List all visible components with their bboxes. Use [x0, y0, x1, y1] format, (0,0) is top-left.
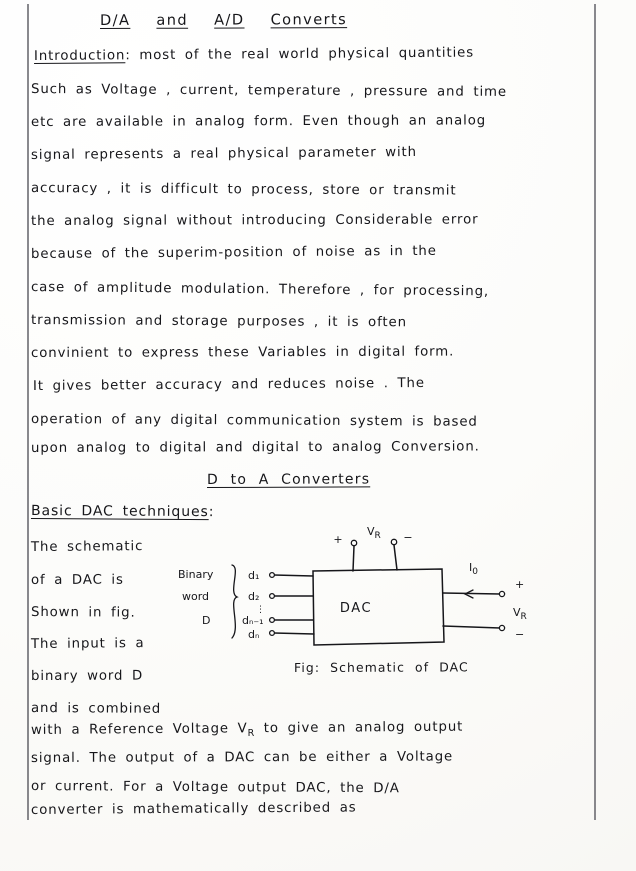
tail-line-1-sub: R [247, 727, 256, 739]
tail-line-2: signal. The output of a DAC can be either a Voltage [30, 749, 454, 766]
supply-minus-terminal [391, 539, 396, 544]
output-minus-terminal [499, 625, 504, 630]
body-line-13: upon analog to digital and digital to analog Conversion. [30, 439, 480, 456]
supply-voltage-label: $V_R$ [367, 525, 381, 541]
dac-block-outline [313, 569, 444, 645]
body-line-11: It gives better accuracy and reduces noise . The [32, 375, 425, 394]
body-line-4: signal represents a real physical parameter with [30, 144, 418, 163]
introduction-label: Introduction [33, 48, 126, 64]
body-line-9: transmission and storage purposes , it is often [30, 313, 408, 331]
body-line-5: accuracy , it is difficult to process, store or transmit [30, 181, 457, 199]
section-heading-d-to-a [207, 471, 370, 488]
input-pin-label-dn: dₙ [248, 628, 260, 641]
output-current-label: $I_0$ [469, 561, 478, 577]
right-margin-rule [594, 4, 596, 820]
figure-caption: Fig: Schematic of DAC [293, 659, 469, 675]
binary-word-label-line2: word [182, 590, 210, 603]
supply-plus-sign: + [333, 533, 343, 546]
binary-word-label-line1: Binary [178, 568, 214, 581]
left-col-line-4: The input is a [30, 636, 145, 652]
body-line-8: case of amplitude modulation. Therefore , for processing, [30, 280, 490, 300]
left-margin-rule [27, 4, 29, 820]
input-terminal-dn [270, 631, 275, 636]
output-minus-sign: − [515, 628, 525, 641]
input-terminal-d1 [270, 573, 275, 578]
subsection-basic-dac-label: Basic DAC techniques [30, 503, 209, 521]
tail-line-1-b: to give an analog output [255, 719, 464, 737]
body-line-3: etc are available in analog form. Even though an analog [30, 113, 487, 130]
supply-plus-terminal [351, 540, 356, 545]
body-line-6: the analog signal without introducing Considerable error [30, 212, 479, 229]
supply-minus-sign: − [403, 531, 413, 544]
binary-word-label-line3: D [202, 614, 211, 627]
left-col-line-1: The schematic [30, 539, 144, 555]
input-terminal-d2 [270, 594, 275, 599]
dac-schematic-figure [170, 520, 600, 670]
title-part-and: and [156, 11, 189, 29]
title-part-da: D/A [99, 11, 131, 29]
body-line-12: operation of any digital communication system is based [30, 412, 478, 430]
input-pin-label-d2: d₂ [248, 590, 260, 603]
body-line-2: Such as Voltage , current, temperature , pressure and time [30, 82, 508, 100]
input-pin-label-dn-1: dₙ₋₁ [242, 614, 264, 627]
body-line-10: convinient to express these Variables in digital form. [30, 344, 455, 361]
dac-schematic-svg [170, 520, 600, 670]
input-terminal-dn-1 [270, 618, 275, 623]
section-heading-d-to-a-label: D to A Converters [206, 471, 371, 488]
title-part-converts: Converts [270, 11, 348, 29]
output-plus-terminal [499, 591, 504, 596]
title-part-ad: A/D [214, 11, 245, 29]
tail-line-3: or current. For a Voltage output DAC, the D/A [30, 779, 400, 797]
left-col-line-6: and is combined [30, 701, 162, 717]
input-pin-label-dots: ⋮ [256, 605, 265, 615]
output-voltage-label: $V_R$ [513, 606, 527, 622]
body-line-1 [34, 46, 474, 64]
tail-line-4: converter is mathematically described as [30, 800, 357, 818]
body-line-7: because of the superim-position of noise as in the [30, 243, 437, 262]
left-col-line-5: binary word D [30, 668, 144, 684]
left-col-line-3: Shown in fig. [30, 605, 136, 621]
tail-line-1-a: with a Reference Voltage V [30, 721, 248, 738]
output-plus-sign: + [515, 578, 525, 591]
subsection-basic-dac [31, 503, 214, 520]
page-title [100, 11, 347, 29]
dac-block-label: DAC [339, 601, 373, 616]
tail-line-1 [31, 720, 463, 741]
input-pin-label-d1: d₁ [248, 569, 260, 582]
subsection-colon: : [208, 504, 215, 521]
body-line-1-rest: : most of the real world physical quantities [125, 45, 475, 64]
left-col-line-2: of a DAC is [30, 572, 124, 588]
